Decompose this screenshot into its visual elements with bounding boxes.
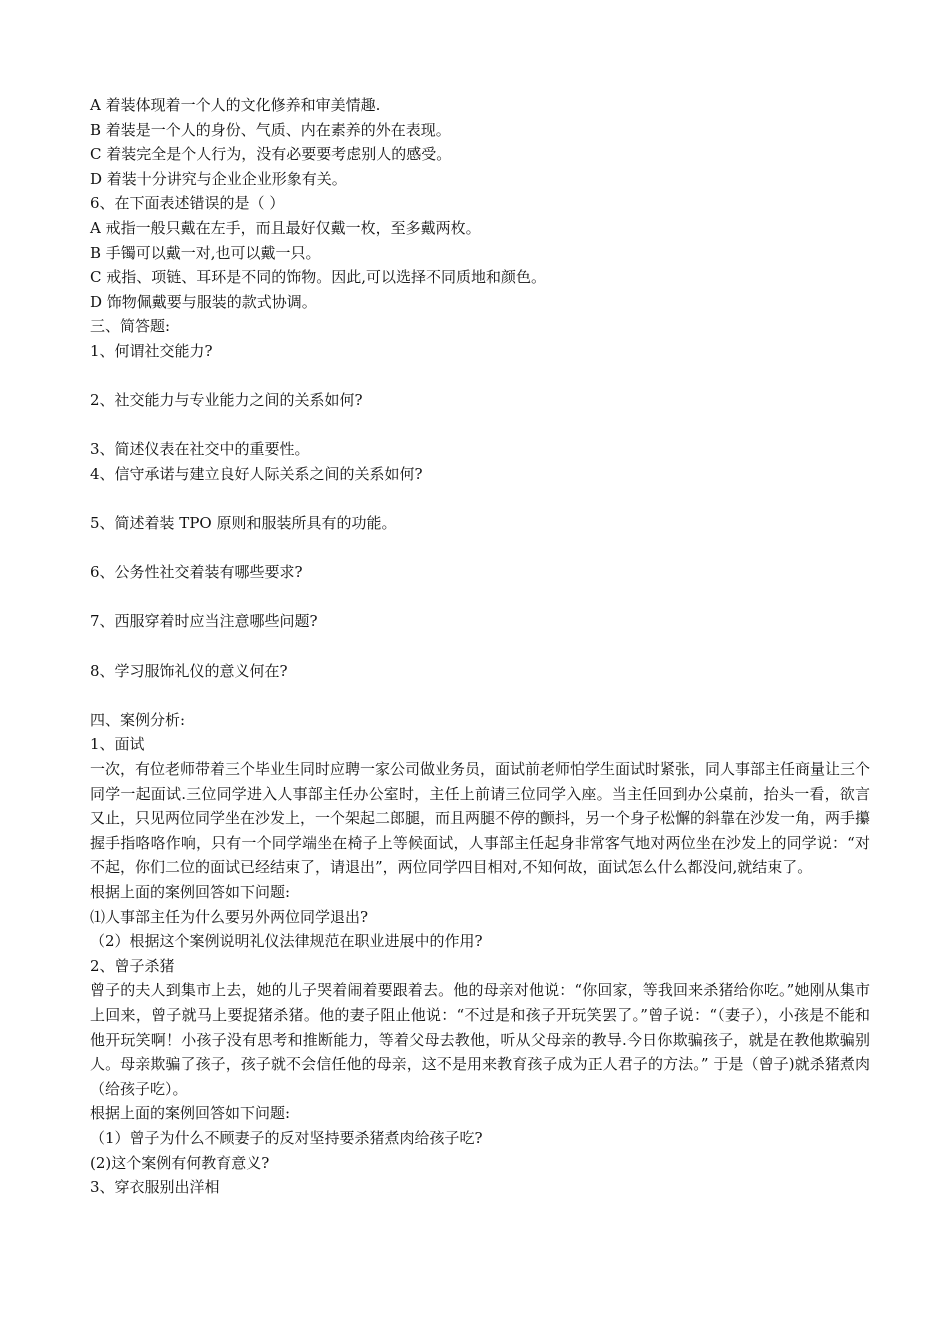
case-1-body: 一次，有位老师带着三个毕业生同时应聘一家公司做业务员，面试前老师怕学生面试时紧张，同人事部主任商量让三个同学一起面试.三位同学进入人事部主任办公室时，主任上前请三位同学入座。当主任回到办公桌前，抬头一看，欲言又止，只见两位同学坐在沙发上，一个架起二郎腿，而且两腿不停的颤抖，另一个身子松懈的斜靠在沙发一角，两手攥握手指咯咯作响，只有一个同学端坐在椅子上等候面试，人事部主任起身非常客气地对两位坐在沙发上的同学说：“对不起，你们二位的面试已经结束了，请退出”，两位同学四目相对,不知何故，面试怎么什么都没问,就结束了。 bbox=[90, 760, 871, 877]
short-answer-2: 2、社交能力与专业能力之间的关系如何? bbox=[90, 391, 363, 410]
case-1-question-1: ⑴人事部主任为什么要另外两位同学退出? bbox=[90, 907, 369, 926]
case-2-prompt: 根据上面的案例回答如下问题: bbox=[90, 1104, 291, 1123]
case-2-question-2: (2)这个案例有何教育意义? bbox=[90, 1153, 270, 1172]
case-2-body: 曾子的夫人到集市上去，她的儿子哭着闹着要跟着去。他的母亲对他说：“你回家，等我回来杀猪给你吃。”她刚从集市上回来，曾子就马上要捉猪杀猪。他的妻子阻止他说：“不过是和孩子开玩笑罢了。”曾子说：“（妻子），小孩是不能和他开玩笑啊！小孩子没有思考和推断能力，等着父母去教他，听从父母亲的教导.今日你欺骗孩子，就是在教他欺骗别人。母亲欺骗了孩子，孩子就不会信任他的母亲，这不是用来教育孩子成为正人君子的方法。” 于是（曾子)就杀猪煮肉（给孩子吃）。 bbox=[90, 981, 870, 1098]
answer-space bbox=[90, 683, 870, 708]
short-answer-5: 5、简述着装 TPO 原则和服装所具有的功能。 bbox=[90, 514, 397, 533]
case-1-title: 1、面试 bbox=[90, 735, 145, 754]
case-1-prompt: 根据上面的案例回答如下问题: bbox=[90, 883, 291, 901]
short-answer-3: 3、简述仪表在社交中的重要性。 bbox=[90, 440, 310, 459]
answer-space bbox=[90, 487, 870, 512]
option-6c: C 戒指、项链、耳环是不同的饰物。因此,可以选择不同质地和颜色。 bbox=[90, 268, 547, 287]
option-6b: B 手镯可以戴一对,也可以戴一只。 bbox=[90, 243, 321, 262]
question-6-stem: 6、在下面表述错误的是（ ） bbox=[90, 194, 285, 213]
short-answer-7: 7、西服穿着时应当注意哪些问题? bbox=[90, 612, 318, 631]
document-page bbox=[90, 93, 870, 1200]
case-2-title: 2、曾子杀猪 bbox=[90, 956, 175, 975]
option-6d: D 饰物佩戴要与服装的款式协调。 bbox=[90, 292, 317, 311]
short-answer-8: 8、学习服饰礼仪的意义何在? bbox=[90, 661, 288, 680]
answer-space bbox=[90, 413, 870, 438]
answer-space bbox=[90, 634, 870, 659]
case-analysis-heading: 四、案例分析: bbox=[90, 710, 186, 729]
short-answer-heading: 三、简答题: bbox=[90, 317, 171, 336]
answer-space bbox=[90, 585, 870, 610]
case-1-question-2: （2）根据这个案例说明礼仪法律规范在职业进展中的作用? bbox=[90, 932, 483, 951]
option-6a: A 戒指一般只戴在左手，而且最好仅戴一枚，至多戴两枚。 bbox=[90, 218, 481, 237]
option-5b: B 着装是一个人的身份、气质、内在素养的外在表现。 bbox=[90, 120, 451, 139]
answer-space bbox=[90, 536, 870, 561]
answer-space bbox=[90, 364, 870, 389]
short-answer-1: 1、何谓社交能力? bbox=[90, 341, 213, 360]
case-2-question-1: （1）曾子为什么不顾妻子的反对坚持要杀猪煮肉给孩子吃? bbox=[90, 1128, 483, 1147]
option-5a: A 着装体现着一个人的文化修养和审美情趣. bbox=[90, 96, 381, 114]
short-answer-6: 6、公务性社交着装有哪些要求? bbox=[90, 563, 303, 582]
case-3-title: 3、穿衣服别出洋相 bbox=[90, 1178, 220, 1197]
option-5c: C 着装完全是个人行为，没有必要要考虑别人的感受。 bbox=[90, 145, 452, 164]
option-5d: D 着装十分讲究与企业企业形象有关。 bbox=[90, 169, 347, 188]
short-answer-4: 4、信守承诺与建立良好人际关系之间的关系如何? bbox=[90, 464, 423, 483]
